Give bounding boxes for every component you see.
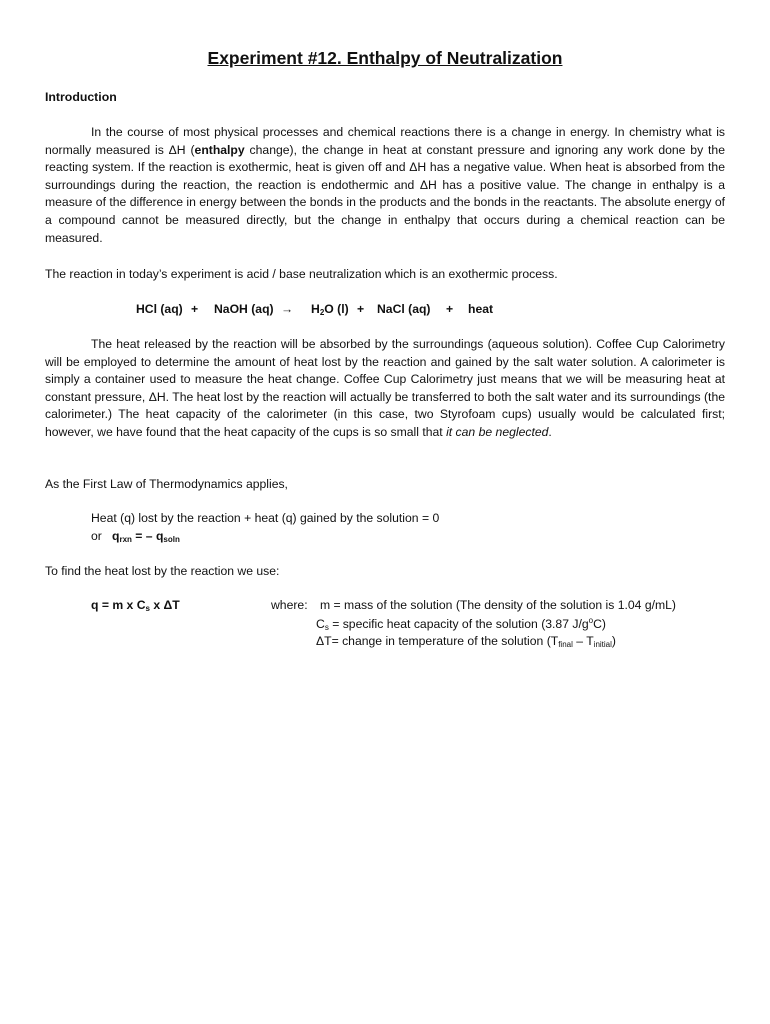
equation-hcl: HCl (aq) — [136, 302, 183, 316]
equation-h2o: $H_2O$ (l) — [311, 302, 349, 317]
first-law-or: or — [91, 529, 102, 543]
definition-delta-t: ΔT= change in temperature of the solution $(T_{final} - T_{initial})$ — [316, 634, 616, 649]
definition-heat-capacity: $C_s$ = specific heat capacity of the solution (3.87 $J/g^oC$) — [316, 616, 606, 633]
intro-text-2: change), the change in heat at constant pressure and ignoring any work done by the reacting system. If the reaction is exothermic, heat is given off and ΔH has a negative value. When heat is absorbed from the surroundings during the reaction, the reaction is endothermic and ΔH has a positive value. The change in enthalpy is a measure of the difference in energy between the bonds in the products and the bonds in the reactants. The absolute energy of a compound cannot be measured directly, but the change in enthalpy that occurs during a chemical reaction can be measured. — [45, 142, 725, 245]
equation-nacl: NaCl (aq) — [377, 302, 431, 316]
enthalpy-term: enthalpy — [194, 142, 245, 157]
section-heading-introduction: Introduction — [45, 90, 117, 104]
reaction-arrow-icon: → — [281, 302, 294, 316]
page-title: Experiment #12. Enthalpy of Neutralization — [207, 48, 563, 68]
first-law-statement: Heat (q) lost by the reaction + heat (q) gained by the solution = 0 — [91, 511, 440, 525]
heat-formula: q = m x $C_s$ x ΔT — [91, 598, 180, 613]
neglected-phrase: it can be neglected — [446, 424, 549, 439]
q-equation: $q_{rxn}$ = – $q_{soln}$ — [112, 529, 180, 544]
equation-plus-3: + — [446, 302, 454, 316]
heat-lost-intro: To find the heat lost by the reaction we use: — [45, 564, 280, 578]
first-law-intro: As the First Law of Thermodynamics applies, — [45, 477, 288, 491]
calorimetry-paragraph: The heat released by the reaction will be absorbed by the surroundings (aqueous solution). Coffee Cup Calorimetry will be employed to determine the amount of heat lost by the reaction and gained by the salt water solution. A calorimeter is simply a container used to measure the heat change. Coffee Cup Calorimetry just means that we will be measuring heat at constant pressure, ΔH. The heat lost by the reaction will actually be transferred to both the salt water and its surroundings (the calorimeter.) The heat capacity of the calorimeter (in this case, two Styrofoam cups) usually would be calculated first; however, we have found that the heat capacity of the cups is so small that it can be neglected. — [45, 337, 725, 439]
equation-heat: heat — [468, 302, 494, 316]
reaction-intro-paragraph: The reaction in today’s experiment is acid / base neutralization which is an exothermic process. — [45, 267, 558, 281]
equation-naoh: NaOH (aq) — [214, 302, 274, 316]
definition-mass: m = mass of the solution (The density of the solution is 1.04 g/mL) — [320, 598, 676, 612]
equation-plus-2: + — [357, 302, 365, 316]
equation-plus-1: + — [191, 302, 199, 316]
intro-text-1: In the course of most physical processes and chemical reactions there is a change in energy. In chemistry what is normally measured is ΔH ( — [45, 125, 725, 157]
where-label: where: — [271, 598, 308, 612]
intro-paragraph — [45, 124, 725, 247]
